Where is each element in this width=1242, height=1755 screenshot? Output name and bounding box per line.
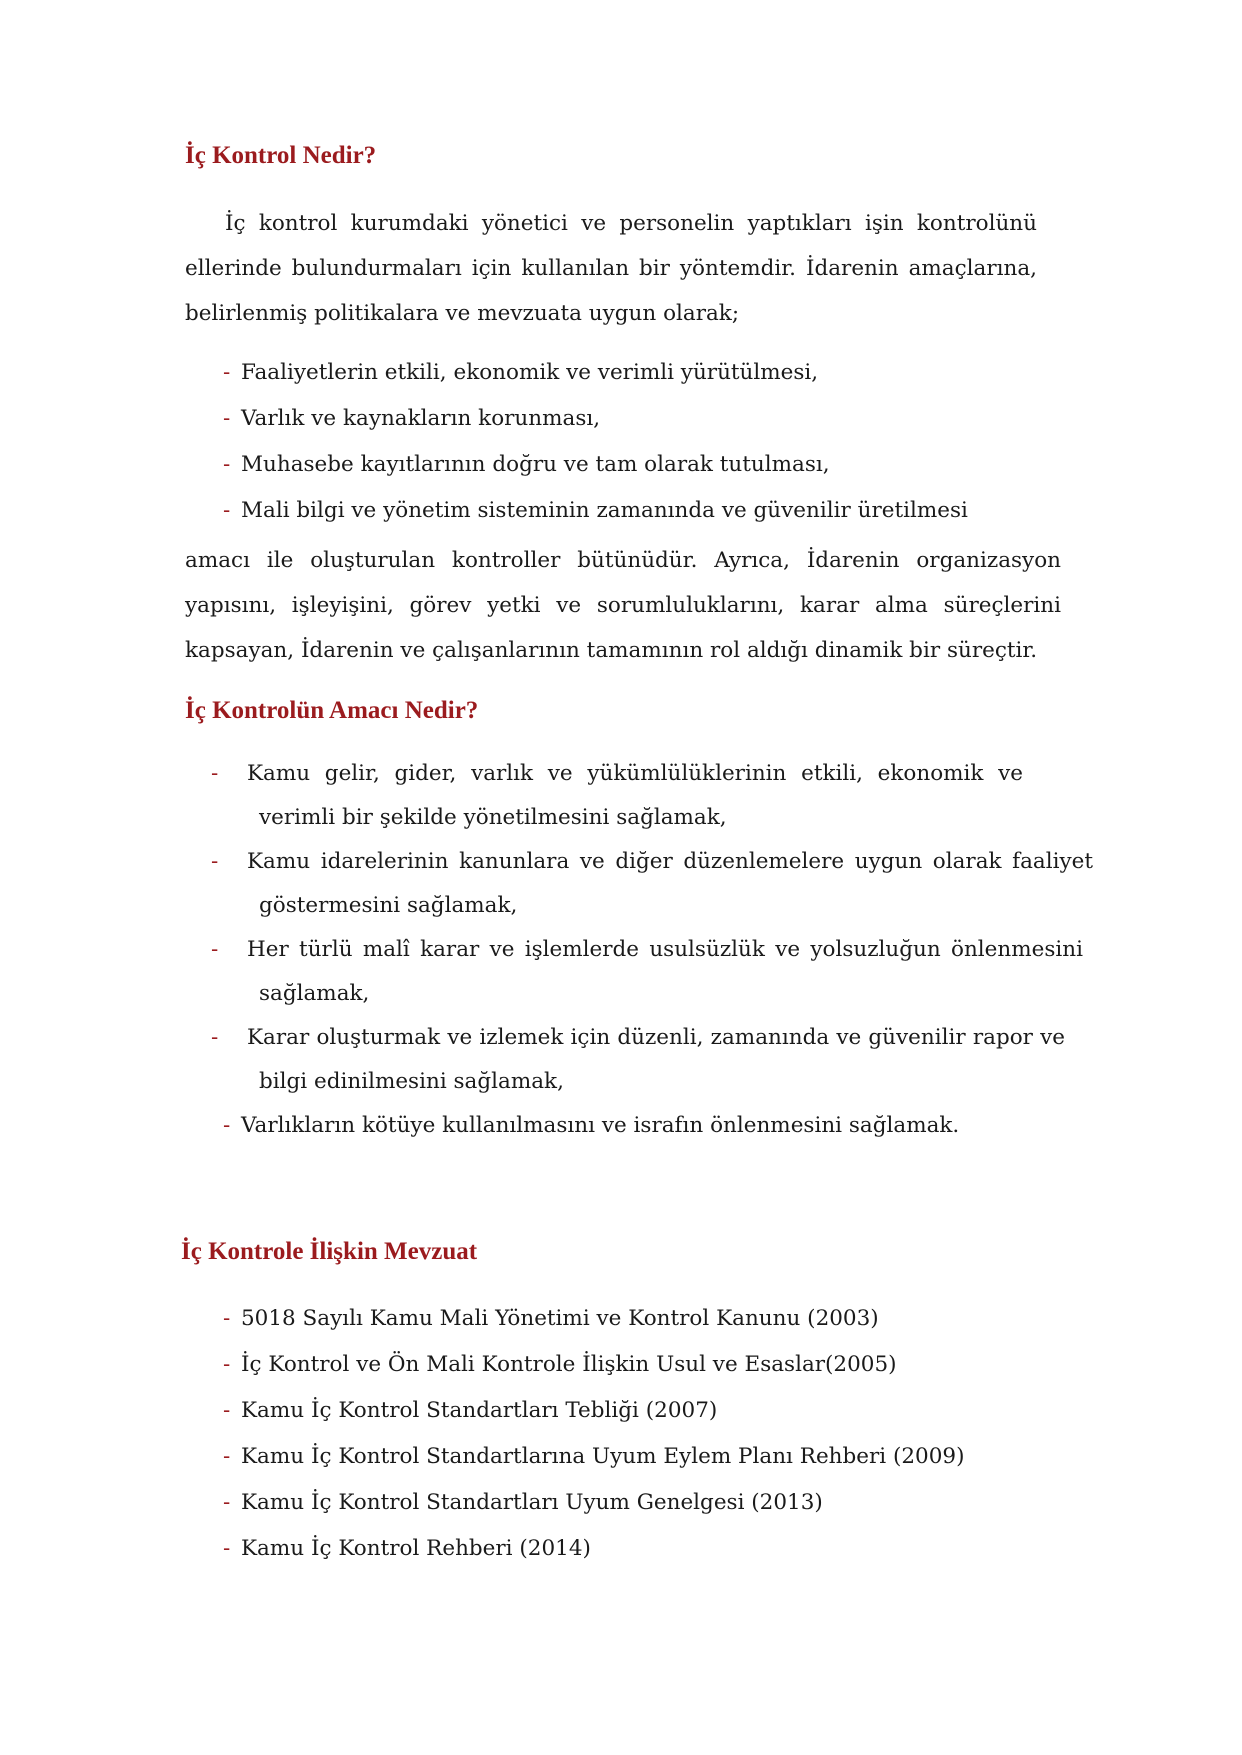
section3-list [223,1296,964,1572]
list-item: - Kamu idarelerinin kanunlara ve diğer düzenlemelere uygun olarak faaliyet göstermesini sağlamak, [223,840,1093,928]
section2-heading: İç Kontrolün Amacı Nedir? [185,697,479,724]
list-item: - Muhasebe kayıtlarının doğru ve tam olarak tutulması, [223,442,968,488]
section1-intro: İç kontrol kurumdaki yönetici ve personelin yaptıkları işin kontrolünü ellerinde bulundurmaları için kullanılan bir yöntemdir. İdarenin amaçlarına, belirlenmiş politikalara ve mevzuata uygun olarak; [185,211,1037,326]
list-item: - Kamu İç Kontrol Standartlarına Uyum Eylem Planı Rehberi (2009) [223,1434,964,1480]
list-item: - Karar oluşturmak ve izlemek için düzenli, zamanında ve güvenilir rapor ve bilgi edinilmesini sağlamak, [223,1016,1093,1104]
list-item: - Kamu gelir, gider, varlık ve yükümlülüklerinin etkili, ekonomik ve verimli bir şekilde yönetilmesini sağlamak, [223,752,1093,840]
list-item: - Kamu İç Kontrol Standartları Uyum Genelgesi (2013) [223,1480,964,1526]
section1-list [223,350,968,534]
list-item: - Her türlü malî karar ve işlemlerde usulsüzlük ve yolsuzluğun önlenmesini sağlamak, [223,928,1093,1016]
list-item: - Kamu İç Kontrol Standartları Tebliği (2007) [223,1388,964,1434]
section1-closing: amacı ile oluşturulan kontroller bütünüdür. Ayrıca, İdarenin organizasyon yapısını, işleyişini, görev yetki ve sorumluluklarını, karar alma süreçlerini kapsayan, İdarenin ve çalışanlarının tamamının rol aldığı dinamik bir süreçtir. [185,548,1061,663]
list-item: - Faaliyetlerin etkili, ekonomik ve verimli yürütülmesi, [223,350,968,396]
list-item: - Mali bilgi ve yönetim sisteminin zamanında ve güvenilir üretilmesi [223,488,968,534]
section3-heading: İç Kontrole İlişkin Mevzuat [181,1238,478,1265]
list-item: - İç Kontrol ve Ön Mali Kontrole İlişkin Usul ve Esaslar(2005) [223,1342,964,1388]
list-item: - Kamu İç Kontrol Rehberi (2014) [223,1526,964,1572]
list-item: - Varlık ve kaynakların korunması, [223,396,968,442]
section1-heading: İç Kontrol Nedir? [185,142,377,169]
list-item: - 5018 Sayılı Kamu Mali Yönetimi ve Kontrol Kanunu (2003) [223,1296,964,1342]
section2-list [223,752,1093,1148]
list-item: - Varlıkların kötüye kullanılmasını ve israfın önlenmesini sağlamak. [223,1104,1093,1148]
